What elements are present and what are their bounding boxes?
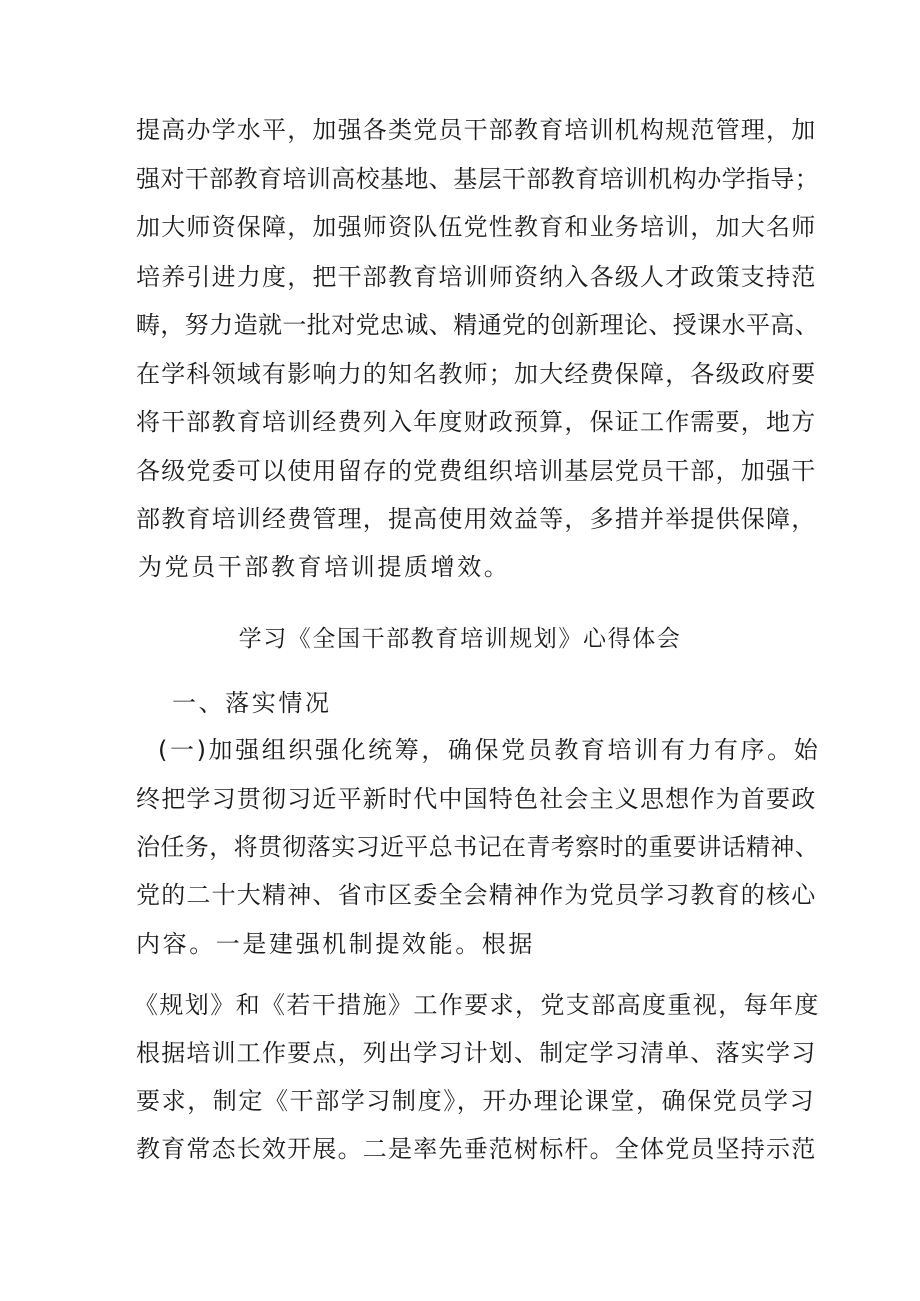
para3-line-4: 教育常态长效开展。二是率先垂范树标杆。全体党员坚持示范 (136, 1135, 817, 1163)
para1-line-4: 培养引进力度，把干部教育培训师资纳入各级人才政策支持范 (136, 263, 817, 291)
section-heading: 一、落实情况 (172, 689, 332, 717)
para2-line-5: 内容。一是建强机制提效能。根据 (136, 930, 535, 958)
document-title: 学习《全国干部教育培训规划》心得体会 (238, 626, 682, 652)
para3-line-2: 根据培训工作要点，列出学习计划、制定学习清单、落实学习 (136, 1039, 817, 1067)
para3-line-1: 《规划》和《若干措施》工作要求，党支部高度重视，每年度 (134, 991, 820, 1019)
para1-line-6: 在学科领域有影响力的知名教师；加大经费保障，各级政府要 (136, 360, 817, 388)
para1-line-2: 强对干部教育培训高校基地、基层干部教育培训机构办学指导； (136, 165, 820, 193)
para1-line-3: 加大师资保障，加强师资队伍党性教育和业务培训，加大名师 (136, 213, 817, 241)
para1-line-8: 各级党委可以使用留存的党费组织培训基层党员干部，加强干 (136, 457, 817, 485)
para1-line-10: 为党员干部教育培训提质增效。 (138, 553, 511, 581)
para2-line-4: 党的二十大精神、省市区委全会精神作为党员学习教育的核心 (136, 881, 817, 909)
para1-line-1: 提高办学水平，加强各类党员干部教育培训机构规范管理，加 (136, 116, 817, 144)
para1-line-7: 将干部教育培训经费列入年度财政预算，保证工作需要，地方 (136, 408, 817, 436)
para1-line-9: 部教育培训经费管理，提高使用效益等，多措并举提供保障， (136, 505, 817, 533)
para2-line-2: 终把学习贯彻习近平新时代中国特色社会主义思想作为首要政 (136, 785, 817, 813)
para2-line-1: (一)加强组织强化统筹，确保党员教育培训有力有序。始 (158, 736, 821, 764)
para2-line-3: 治任务，将贯彻落实习近平总书记在青考察时的重要讲话精神、 (136, 833, 820, 861)
para3-line-3: 要求，制定《干部学习制度》，开办理论课堂，确保党员学习 (136, 1087, 816, 1115)
para1-line-5: 畴，努力造就一批对党忠诚、精通党的创新理论、授课水平高、 (136, 311, 820, 339)
